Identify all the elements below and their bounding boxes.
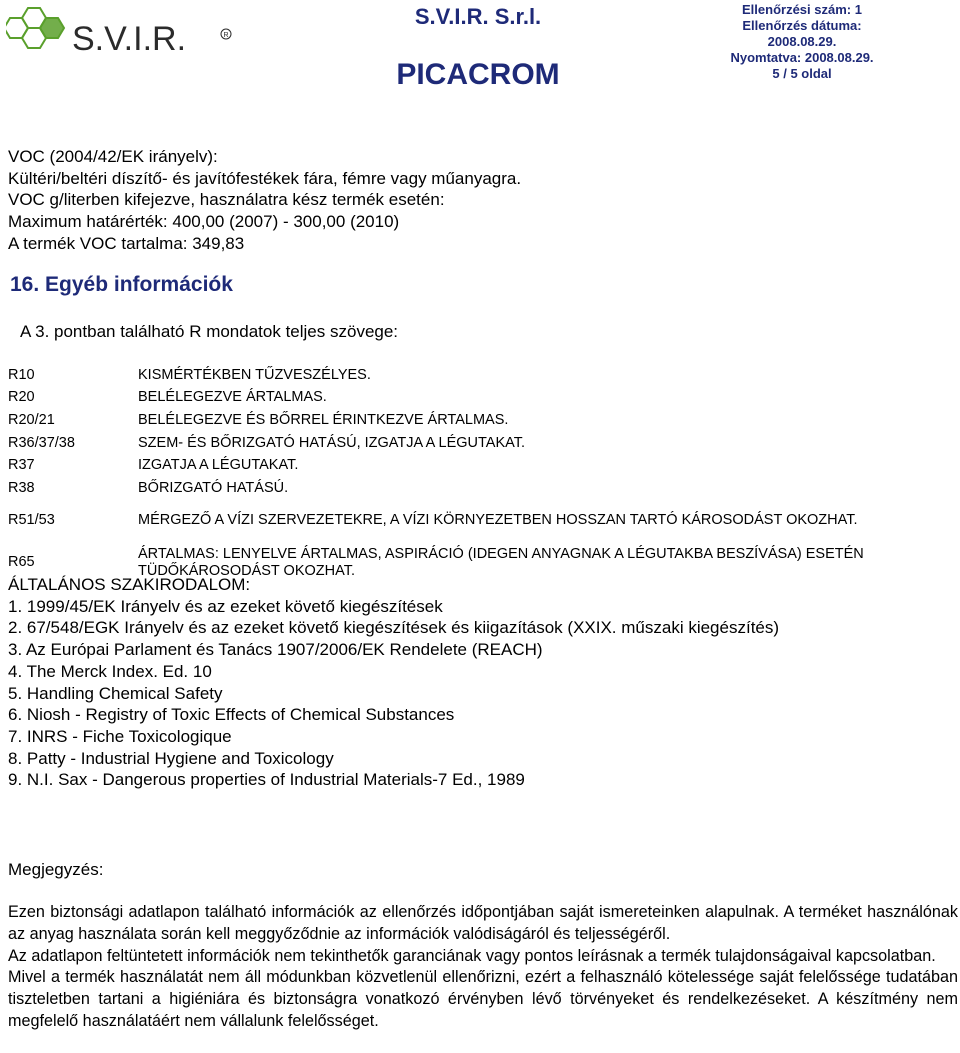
svg-text:S.V.I.R.: S.V.I.R.	[72, 20, 187, 58]
r-text: ÁRTALMAS: LENYELVE ÁRTALMAS, ASPIRÁCIÓ (IDEGEN ANYAGNAK A LÉGUTAKBA BESZÍVÁSA) ESETÉN TÜDŐKÁROSODÁST OKOZHAT.	[138, 545, 864, 579]
r-code: R37	[8, 457, 35, 474]
meta-check-date: 2008.08.29.	[767, 34, 837, 49]
company-name: S.V.I.R. S.r.l.	[414, 4, 542, 29]
section-title: 16. Egyéb információk	[10, 273, 233, 296]
r-code: R20	[8, 389, 35, 406]
product-name: PICACROM	[396, 58, 560, 91]
list-item: 7. INRS - Fiche Toxicologique	[8, 726, 232, 746]
table-row	[8, 409, 918, 432]
voc-block	[8, 146, 521, 255]
note-title: Megjegyzés:	[8, 860, 104, 879]
r-phrases-intro: A 3. pontban található R mondatok teljes szövege:	[20, 322, 399, 341]
table-row	[8, 477, 918, 500]
r-text: KISMÉRTÉKBEN TŰZVESZÉLYES.	[138, 366, 371, 383]
r-text: MÉRGEZŐ A VÍZI SZERVEZETEKRE, A VÍZI KÖRNYEZETBEN HOSSZAN TARTÓ KÁROSODÁST OKOZHAT.	[138, 512, 858, 529]
list-item: 6. Niosh - Registry of Toxic Effects of Chemical Substances	[8, 705, 455, 725]
list-item: 8. Patty - Industrial Hygiene and Toxicology	[8, 748, 334, 768]
meta-check-date-label: Ellenőrzés dátuma:	[742, 18, 862, 33]
r-text: BELÉLEGEZVE ÉS BŐRREL ÉRINTKEZVE ÁRTALMAS.	[138, 411, 509, 428]
voc-line: Maximum határérték: 400,00 (2007) - 300,00 (2010)	[8, 212, 400, 232]
r-code: R51/53	[8, 512, 55, 529]
r-text: IZGATJA A LÉGUTAKAT.	[138, 457, 299, 474]
list-item: 1. 1999/45/EK Irányelv és az ezeket követő kiegészítések	[8, 596, 443, 616]
meta-printed: Nyomtatva: 2008.08.29.	[730, 50, 874, 65]
r-code: R10	[8, 366, 35, 383]
r-text: SZEM- ÉS BŐRIZGATÓ HATÁSÚ, IZGATJA A LÉGUTAKAT.	[138, 434, 525, 451]
note-paragraph: Az adatlapon feltüntetett információk nem tekinthetők garanciának vagy pontos leírásnak a termék tulajdonságaival kapcsolatban.	[8, 946, 936, 965]
table-row	[8, 454, 918, 477]
disclaimer-note	[8, 902, 958, 1033]
voc-line: VOC (2004/42/EK irányelv):	[8, 147, 218, 166]
list-item: 2. 67/548/EGK Irányelv és az ezeket követő kiegészítések és kiigazítások (XXIX. műszaki kiegészítés)	[8, 618, 780, 638]
r-text: BELÉLEGEZVE ÁRTALMAS.	[138, 389, 327, 406]
meta-revision: Ellenőrzési szám: 1	[742, 2, 862, 17]
voc-line: A termék VOC tartalma: 349,83	[8, 233, 245, 253]
r-code: R38	[8, 479, 35, 496]
list-item: 4. The Merck Index. Ed. 10	[8, 661, 212, 681]
list-item: 3. Az Európai Parlament és Tanács 1907/2006/EK Rendelete (REACH)	[8, 640, 543, 660]
table-row	[8, 387, 918, 410]
r-code: R20/21	[8, 411, 55, 428]
table-row	[8, 500, 918, 542]
voc-line: VOC g/literben kifejezve, használatra kész termék esetén:	[8, 190, 445, 210]
list-item: 5. Handling Chemical Safety	[8, 683, 223, 703]
r-text: BŐRIZGATÓ HATÁSÚ.	[138, 479, 289, 496]
voc-line: Kültéri/beltéri díszítő- és javítófestékek fára, fémre vagy műanyagra.	[8, 168, 522, 188]
svg-text:R: R	[223, 32, 229, 39]
r-code: R36/37/38	[8, 434, 75, 451]
document-meta	[672, 2, 932, 82]
r-phrases-table	[8, 364, 918, 584]
literature-block	[8, 574, 779, 791]
meta-page-number: 5 / 5 oldal	[772, 66, 832, 81]
note-paragraph: Ezen biztonsági adatlapon található információk az ellenőrzés időpontjában saját ismereteinken alapulnak. A terméket használónak az anyag használata során kell meggyőződnie az információk valódiságáról és teljességéről.	[8, 903, 958, 943]
table-row	[8, 364, 918, 387]
table-row	[8, 432, 918, 455]
note-paragraph: Mivel a termék használatát nem áll módunkban közvetlenül ellenőrizni, ezért a felhasználó kötelessége saját felelőssége tudatában tiszteletben tartani a higiéniára és biztonságra vonatkozó érvényben lévő törvényeket és rendelkezéseket. A készítmény nem megfelelő használatáért nem vállalunk felelősséget.	[8, 968, 958, 1030]
list-item: 9. N.I. Sax - Dangerous properties of Industrial Materials-7 Ed., 1989	[8, 770, 525, 790]
r-code: R65	[8, 554, 35, 571]
literature-title: ÁLTALÁNOS SZAKIRODALOM:	[8, 575, 251, 594]
company-logo	[6, 4, 238, 64]
